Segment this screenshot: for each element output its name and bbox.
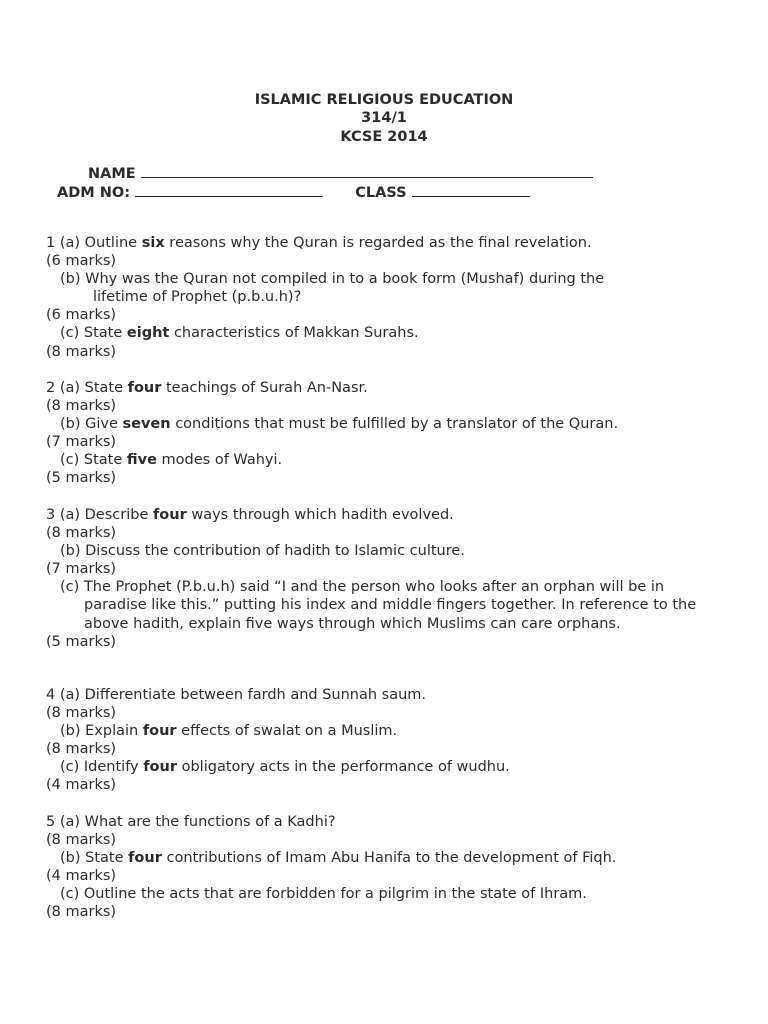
q1-part-b-line2: lifetime of Prophet (p.b.u.h)? bbox=[93, 289, 302, 306]
q1-b-marks: (6 marks) bbox=[46, 307, 117, 324]
q3-c-marks: (5 marks) bbox=[46, 633, 117, 650]
adm-label: ADM NO: bbox=[57, 185, 130, 201]
question-5 bbox=[46, 813, 746, 922]
q1-part-b-line1: (b) Why was the Quran not compiled in to a book form (Mushaf) during the bbox=[60, 271, 605, 288]
q4-part-a: 4 (a) Differentiate between fardh and Sunnah saum. bbox=[46, 687, 427, 703]
paper-code: 314/1 bbox=[361, 110, 407, 127]
q3-b-marks: (7 marks) bbox=[46, 561, 117, 578]
q4-part-c: (c) Identify four obligatory acts in the performance of wudhu. bbox=[60, 759, 510, 776]
q5-part-b: (b) State four contributions of Imam Abu Hanifa to the development of Fiqh. bbox=[60, 850, 617, 867]
q2-part-c: (c) State five modes of Wahyi. bbox=[60, 452, 283, 469]
q5-a-marks: (8 marks) bbox=[46, 832, 117, 849]
question-3 bbox=[46, 506, 746, 651]
question-4 bbox=[46, 686, 746, 795]
q3-part-c-line3: above hadith, explain five ways through which Muslims can care orphans. bbox=[84, 615, 621, 632]
question-2 bbox=[46, 379, 746, 488]
q5-part-a: 5 (a) What are the functions of a Kadhi? bbox=[46, 814, 336, 830]
q1-c-marks: (8 marks) bbox=[46, 343, 117, 360]
adm-class-row bbox=[57, 183, 530, 202]
subject-title: ISLAMIC RELIGIOUS EDUCATION bbox=[254, 92, 514, 108]
question-1 bbox=[46, 234, 746, 361]
q4-a-marks: (8 marks) bbox=[46, 705, 117, 722]
q4-c-marks: (4 marks) bbox=[46, 777, 117, 794]
exam-name: KCSE 2014 bbox=[340, 128, 428, 145]
class-blank[interactable] bbox=[412, 183, 530, 197]
q2-c-marks: (5 marks) bbox=[46, 470, 117, 487]
q3-part-c-line2: paradise like this.” putting his index and middle fingers together. In reference to the bbox=[84, 597, 697, 614]
q2-b-marks: (7 marks) bbox=[46, 434, 117, 451]
q5-c-marks: (8 marks) bbox=[46, 904, 117, 921]
name-blank[interactable] bbox=[141, 164, 593, 178]
class-label: CLASS bbox=[355, 185, 407, 201]
name-label: NAME bbox=[88, 166, 136, 182]
q3-part-b: (b) Discuss the contribution of hadith to Islamic culture. bbox=[60, 543, 465, 560]
q2-part-a: 2 (a) State four teachings of Surah An-Nasr. bbox=[46, 380, 368, 396]
adm-blank[interactable] bbox=[135, 183, 323, 197]
q2-a-marks: (8 marks) bbox=[46, 398, 117, 415]
exam-header bbox=[0, 91, 768, 146]
q5-b-marks: (4 marks) bbox=[46, 868, 117, 885]
q1-part-c: (c) State eight characteristics of Makkan Surahs. bbox=[60, 325, 419, 342]
q3-part-c-line1: (c) The Prophet (P.b.u.h) said “I and the person who looks after an orphan will be in bbox=[60, 579, 665, 596]
q4-part-b: (b) Explain four effects of swalat on a Muslim. bbox=[60, 723, 398, 740]
q3-part-a: 3 (a) Describe four ways through which hadith evolved. bbox=[46, 507, 454, 523]
name-field-row bbox=[88, 164, 593, 183]
q4-b-marks: (8 marks) bbox=[46, 741, 117, 758]
q1-part-a: 1 (a) Outline six reasons why the Quran is regarded as the final revelation. bbox=[46, 235, 592, 251]
q1-a-marks: (6 marks) bbox=[46, 253, 117, 270]
q3-a-marks: (8 marks) bbox=[46, 525, 117, 542]
q2-part-b: (b) Give seven conditions that must be fulfilled by a translator of the Quran. bbox=[60, 416, 619, 433]
q5-part-c: (c) Outline the acts that are forbidden for a pilgrim in the state of Ihram. bbox=[60, 886, 587, 903]
